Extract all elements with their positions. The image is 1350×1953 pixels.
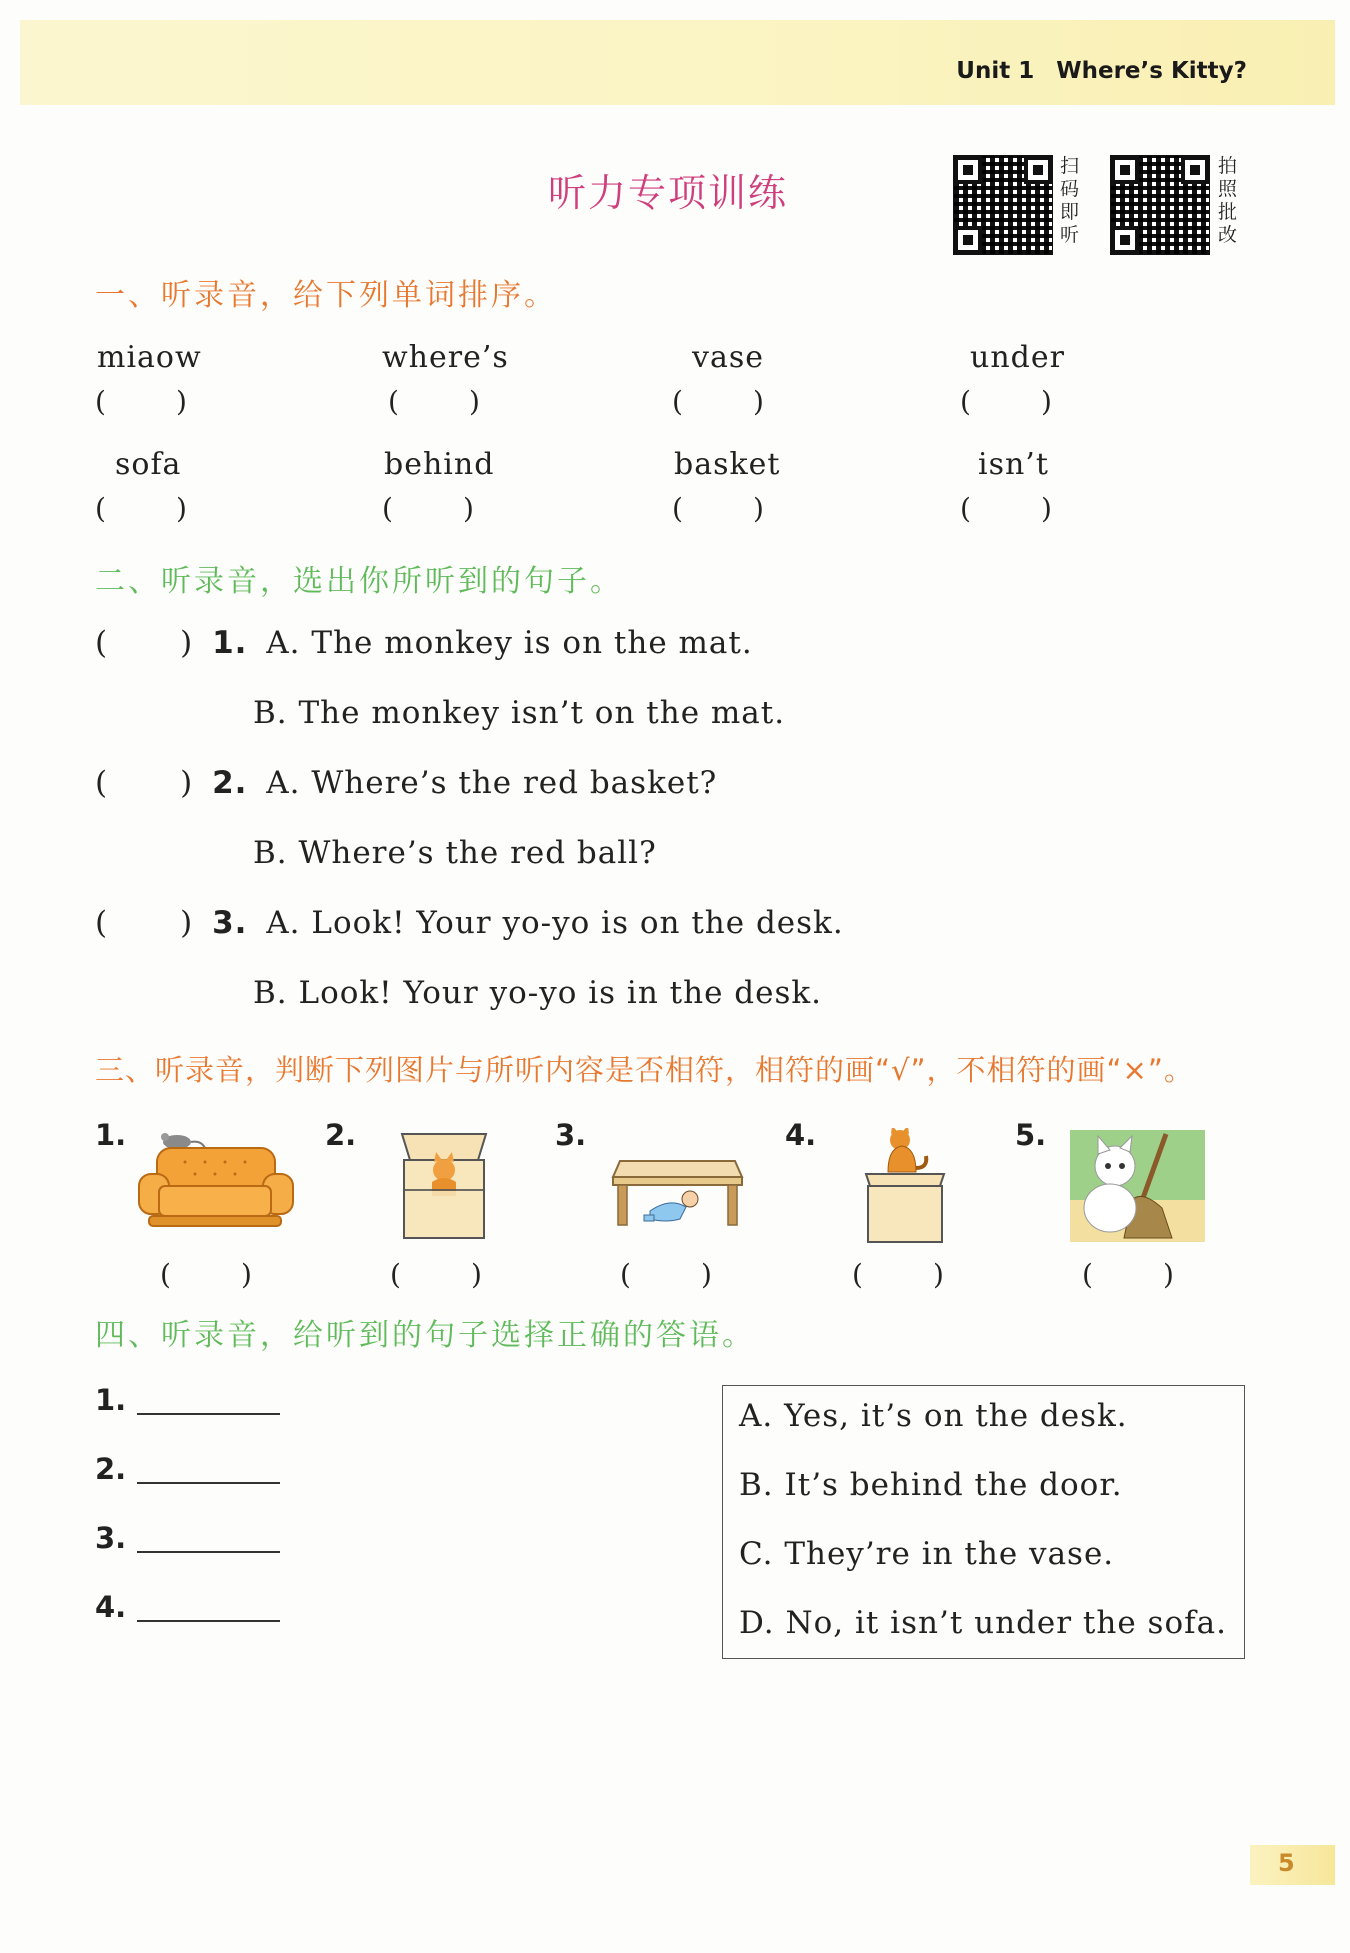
answer-parens[interactable]: ( ) — [95, 765, 194, 801]
word-item: vase — [692, 340, 764, 375]
word-item: under — [970, 340, 1065, 375]
answer-option: C. They’re in the vase. — [739, 1536, 1115, 1572]
question-3: ( ) 3. A. Look! Your yo-yo is on the desk. — [95, 905, 844, 941]
word-item: behind — [384, 447, 495, 482]
question-2: ( ) 2. A. Where’s the red basket? — [95, 765, 718, 801]
answer-parens[interactable]: ( ) — [95, 905, 194, 941]
question-1: ( ) 1. A. The monkey is on the mat. — [95, 625, 753, 661]
picture-number: 3. — [555, 1118, 587, 1152]
answer-blank[interactable]: 4. — [95, 1590, 126, 1624]
answer-blank[interactable]: 2. — [95, 1452, 126, 1486]
picture-number: 5. — [1015, 1118, 1047, 1152]
answer-parens[interactable]: ( ) — [390, 1258, 482, 1291]
answer-parens[interactable]: ( ) — [672, 492, 764, 525]
word-item: miaow — [97, 340, 202, 375]
word-item: sofa — [115, 447, 182, 482]
question-2-option-b: B. Where’s the red ball? — [253, 835, 657, 871]
answer-parens[interactable]: ( ) — [95, 385, 187, 418]
answer-parens[interactable]: ( ) — [672, 385, 764, 418]
kitten-with-broom-icon — [1070, 1130, 1205, 1242]
answer-blank[interactable]: 1. — [95, 1383, 126, 1417]
word-item: basket — [674, 447, 781, 482]
picture-number: 2. — [325, 1118, 357, 1152]
answer-parens[interactable]: ( ) — [382, 492, 474, 525]
answer-parens[interactable]: ( ) — [960, 385, 1052, 418]
sofa-with-mouse-icon — [135, 1128, 295, 1238]
qr-code-listen-icon[interactable] — [953, 155, 1053, 255]
qr-label-listen: 扫 码 即 听 — [1060, 155, 1080, 246]
section-3-heading: 三、听录音，判断下列图片与所听内容是否相符，相符的画“√”，不相符的画“×”。 — [95, 1053, 1194, 1087]
question-1-option-b: B. The monkey isn’t on the mat. — [253, 695, 786, 731]
answer-option: A. Yes, it’s on the desk. — [739, 1398, 1128, 1434]
answer-parens[interactable]: ( ) — [95, 625, 194, 661]
page-title: 听力专项训练 — [548, 171, 789, 215]
word-item: isn’t — [978, 447, 1049, 482]
word-item: where’s — [382, 340, 509, 375]
answer-parens[interactable]: ( ) — [95, 492, 187, 525]
answer-parens[interactable]: ( ) — [960, 492, 1052, 525]
unit-header: Unit 1 Where’s Kitty? — [956, 58, 1247, 84]
qr-label-grade: 拍 照 批 改 — [1218, 155, 1238, 246]
section-1-heading: 一、听录音，给下列单词排序。 — [95, 278, 557, 313]
qr-code-grade-icon[interactable] — [1110, 155, 1210, 255]
section-2-heading: 二、听录音，选出你所听到的句子。 — [95, 564, 623, 599]
cat-on-box-icon — [862, 1128, 948, 1246]
picture-number: 4. — [785, 1118, 817, 1152]
answer-parens[interactable]: ( ) — [388, 385, 480, 418]
picture-number: 1. — [95, 1118, 127, 1152]
answer-option: B. It’s behind the door. — [739, 1467, 1123, 1503]
section-4-heading: 四、听录音，给听到的句子选择正确的答语。 — [95, 1318, 755, 1353]
answer-parens[interactable]: ( ) — [1082, 1258, 1174, 1291]
cat-in-box-icon — [398, 1130, 490, 1242]
answer-parens[interactable]: ( ) — [852, 1258, 944, 1291]
baby-under-table-icon — [610, 1155, 745, 1235]
page-number: 5 — [1250, 1845, 1335, 1885]
answer-options-box — [722, 1385, 1245, 1659]
answer-parens[interactable]: ( ) — [160, 1258, 252, 1291]
question-3-option-b: B. Look! Your yo-yo is in the desk. — [253, 975, 823, 1011]
answer-blank[interactable]: 3. — [95, 1521, 126, 1555]
answer-parens[interactable]: ( ) — [620, 1258, 712, 1291]
answer-option: D. No, it isn’t under the sofa. — [739, 1605, 1227, 1641]
